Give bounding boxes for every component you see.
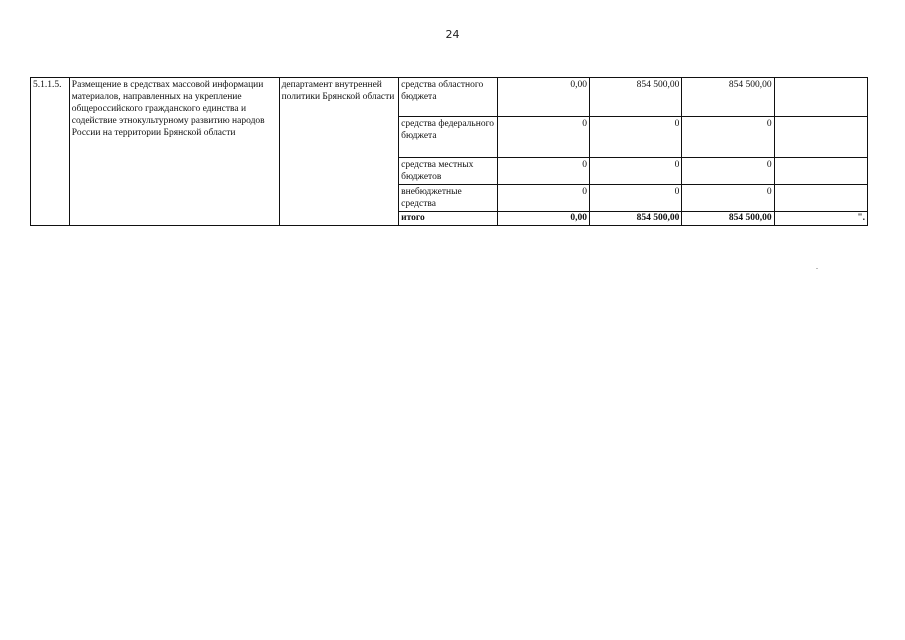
value-cell: 0: [682, 117, 774, 158]
value-cell: 0: [497, 185, 589, 212]
total-label: итого: [399, 212, 498, 226]
value-cell: 0: [590, 185, 682, 212]
value-cell: 0: [497, 117, 589, 158]
total-value-cell: 0,00: [497, 212, 589, 226]
budget-table: [30, 77, 868, 226]
value-cell: 0: [590, 158, 682, 185]
total-value-cell: 854 500,00: [590, 212, 682, 226]
funding-source-label: средства федерального бюджета: [399, 117, 498, 158]
end-cell: [774, 78, 867, 117]
funding-source-label: средства местных бюджетов: [399, 158, 498, 185]
value-cell: 0: [590, 117, 682, 158]
value-cell: 0: [497, 158, 589, 185]
value-cell: 0: [682, 158, 774, 185]
measure-name-cell: Размещение в средствах массовой информации материалов, направленных на укрепление общероссийского гражданского единства и содействие этнокультурному развитию народов России на территории Брянской области: [69, 78, 279, 226]
value-cell: 0,00: [497, 78, 589, 117]
executor-cell: департамент внутренней политики Брянской области: [279, 78, 399, 226]
end-cell: [774, 117, 867, 158]
end-cell: [774, 185, 867, 212]
closing-quote-cell: ".: [774, 212, 867, 226]
end-cell: [774, 158, 867, 185]
table-row: [31, 78, 868, 117]
item-number-cell: 5.1.1.5.: [31, 78, 70, 226]
page-number: 24: [445, 28, 460, 41]
funding-source-label: средства областного бюджета: [399, 78, 498, 117]
value-cell: 854 500,00: [590, 78, 682, 117]
funding-source-label: внебюджетные средства: [399, 185, 498, 212]
total-value-cell: 854 500,00: [682, 212, 774, 226]
scan-speck: [816, 268, 818, 269]
value-cell: 854 500,00: [682, 78, 774, 117]
value-cell: 0: [682, 185, 774, 212]
